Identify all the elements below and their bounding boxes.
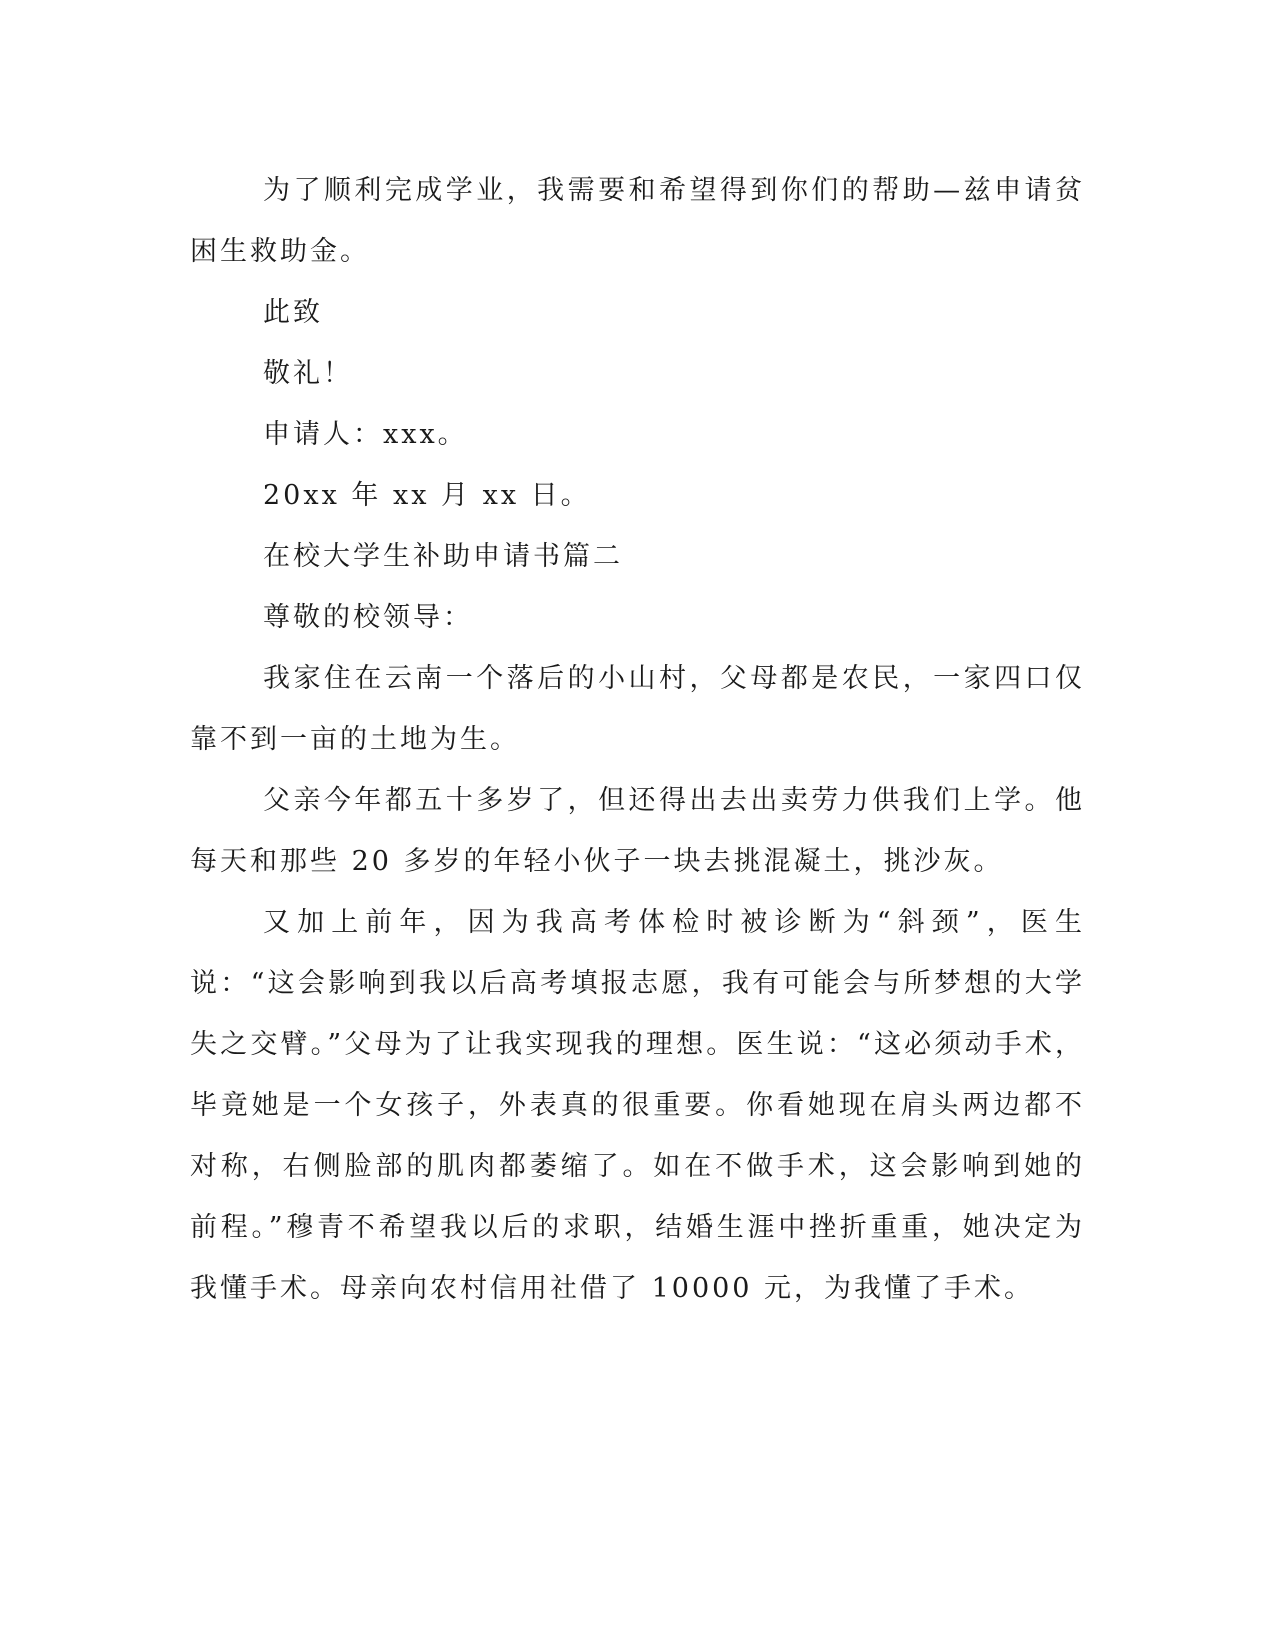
section-heading: 在校大学生补助申请书篇二 bbox=[263, 541, 623, 572]
paragraph-request: 为了顺利完成学业，我需要和希望得到你们的帮助—兹申请贫困生救助金。 bbox=[190, 175, 1085, 267]
paragraph-date: 20xx 年 xx 月 xx 日。 bbox=[263, 480, 591, 511]
paragraph-closing-salutation: 此致 bbox=[263, 297, 323, 328]
paragraph-greeting: 尊敬的校领导： bbox=[263, 602, 473, 633]
document-body bbox=[190, 160, 1085, 1319]
paragraph-father: 父亲今年都五十多岁了，但还得出去出卖劳力供我们上学。他每天和那些 20 多岁的年轻小伙子一块去挑混凝土，挑沙灰。 bbox=[190, 785, 1085, 877]
paragraph-applicant: 申请人：xxx。 bbox=[263, 419, 468, 450]
paragraph-regards: 敬礼！ bbox=[263, 358, 353, 389]
paragraph-surgery: 又加上前年，因为我高考体检时被诊断为“斜颈”，医生说：“这会影响到我以后高考填报志愿，我有可能会与所梦想的大学失之交臂。”父母为了让我实现我的理想。医生说：“这必须动手术，毕竟她是一个女孩子，外表真的很重要。你看她现在肩头两边都不对称，右侧脸部的肌肉都萎缩了。如在不做手术，这会影响到她的前程。”穆青不希望我以后的求职，结婚生涯中挫折重重，她决定为我懂手术。母亲向农村信用社借了 10000 元，为我懂了手术。 bbox=[190, 907, 1085, 1304]
paragraph-family: 我家住在云南一个落后的小山村，父母都是农民，一家四口仅靠不到一亩的土地为生。 bbox=[190, 663, 1085, 755]
